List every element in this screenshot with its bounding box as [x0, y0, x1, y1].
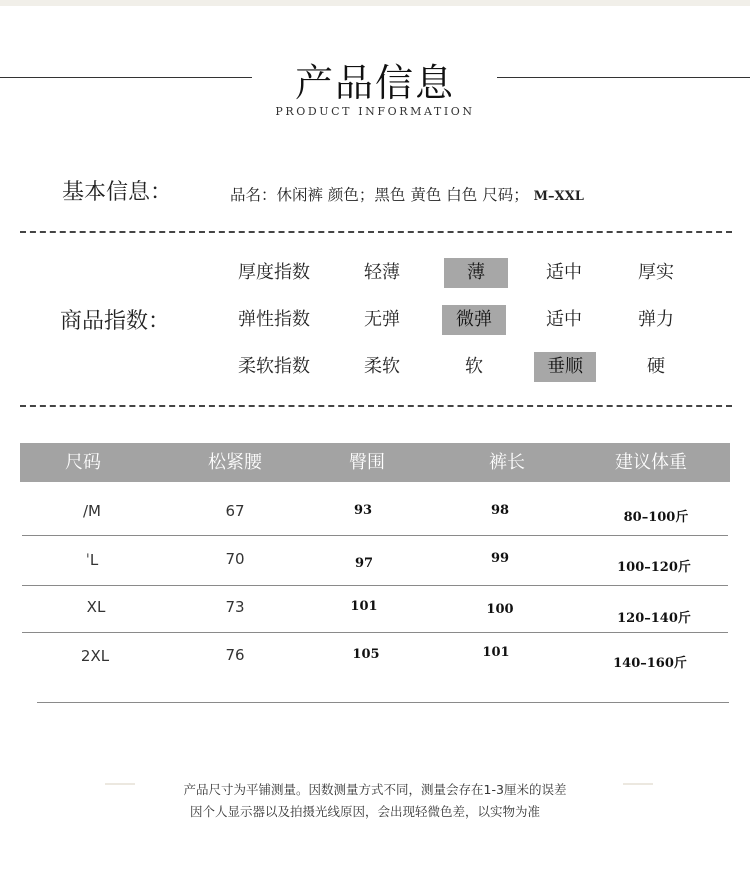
basic-info-details: 品名：休闲裤 颜色；黑色 黄色 白色 尺码；	[230, 186, 529, 204]
table-cell-waist: 73	[225, 598, 245, 616]
table-bottom-border	[37, 702, 729, 703]
table-cell-hip: 93	[353, 503, 373, 518]
table-cell-waist: 67	[225, 502, 245, 520]
note-line-2: 因个人显示器以及拍摄光线原因，会出现轻微色差，以实物为准	[189, 804, 540, 819]
index-name-elasticity: 弹性指数	[238, 309, 310, 330]
basic-info-text	[230, 183, 584, 205]
index-option: 厚实	[638, 262, 674, 283]
table-cell-weight: 120–140斤	[617, 611, 691, 626]
index-option: 软	[465, 356, 483, 377]
index-option: 无弹	[364, 309, 400, 330]
table-cell-size: ˈL	[85, 551, 99, 569]
table-cell-hip: 97	[354, 556, 374, 571]
table-cell-waist: 70	[225, 550, 245, 568]
table-cell-length: 100	[486, 602, 514, 617]
basic-info-size-range: M–XXL	[533, 189, 584, 204]
table-header-weight: 建议体重	[615, 452, 687, 473]
table-header-size: 尺码	[65, 452, 101, 473]
table-cell-waist: 76	[225, 646, 245, 664]
divider-dashed-1	[20, 231, 732, 233]
divider-dashed-2	[20, 405, 732, 407]
table-cell-length: 99	[490, 551, 510, 566]
index-option: 轻薄	[364, 262, 400, 283]
table-cell-size: /M	[83, 502, 101, 520]
table-cell-size: 2XL	[80, 647, 110, 665]
index-option: 弹力	[638, 309, 674, 330]
index-option: 适中	[546, 262, 582, 283]
table-cell-length: 101	[482, 645, 510, 660]
page-title: 产品信息	[294, 61, 455, 105]
index-name-thickness: 厚度指数	[238, 262, 310, 283]
basic-info-label: 基本信息：	[62, 180, 173, 205]
table-row-divider	[22, 535, 728, 536]
table-cell-weight: 80–100斤	[623, 510, 689, 525]
table-row-divider	[22, 632, 728, 633]
index-option: 适中	[546, 309, 582, 330]
index-option: 硬	[647, 356, 665, 377]
table-cell-hip: 101	[350, 599, 378, 614]
index-name-softness: 柔软指数	[238, 356, 310, 377]
index-option-selected: 微弹	[442, 305, 506, 335]
table-cell-size: XL	[86, 598, 106, 616]
table-cell-weight: 140–160斤	[613, 656, 687, 671]
top-band	[0, 0, 750, 6]
product-index-label: 商品指数：	[60, 309, 171, 334]
note-line-1: 产品尺寸为平铺测量。因数测量方式不同，测量会存在1-3厘米的误差	[183, 782, 567, 797]
table-cell-weight: 100–120斤	[617, 560, 691, 575]
table-row-divider	[22, 585, 728, 586]
table-header-waist: 松紧腰	[208, 452, 262, 473]
index-option: 柔软	[364, 356, 400, 377]
table-cell-hip: 105	[352, 647, 380, 662]
table-header-hip: 臀围	[349, 452, 385, 473]
page-subtitle: PRODUCT INFORMATION	[275, 105, 475, 118]
index-option-selected: 薄	[444, 258, 508, 288]
index-option-selected: 垂顺	[534, 352, 596, 382]
table-header-length: 裤长	[489, 452, 525, 473]
table-cell-length: 98	[490, 503, 510, 518]
